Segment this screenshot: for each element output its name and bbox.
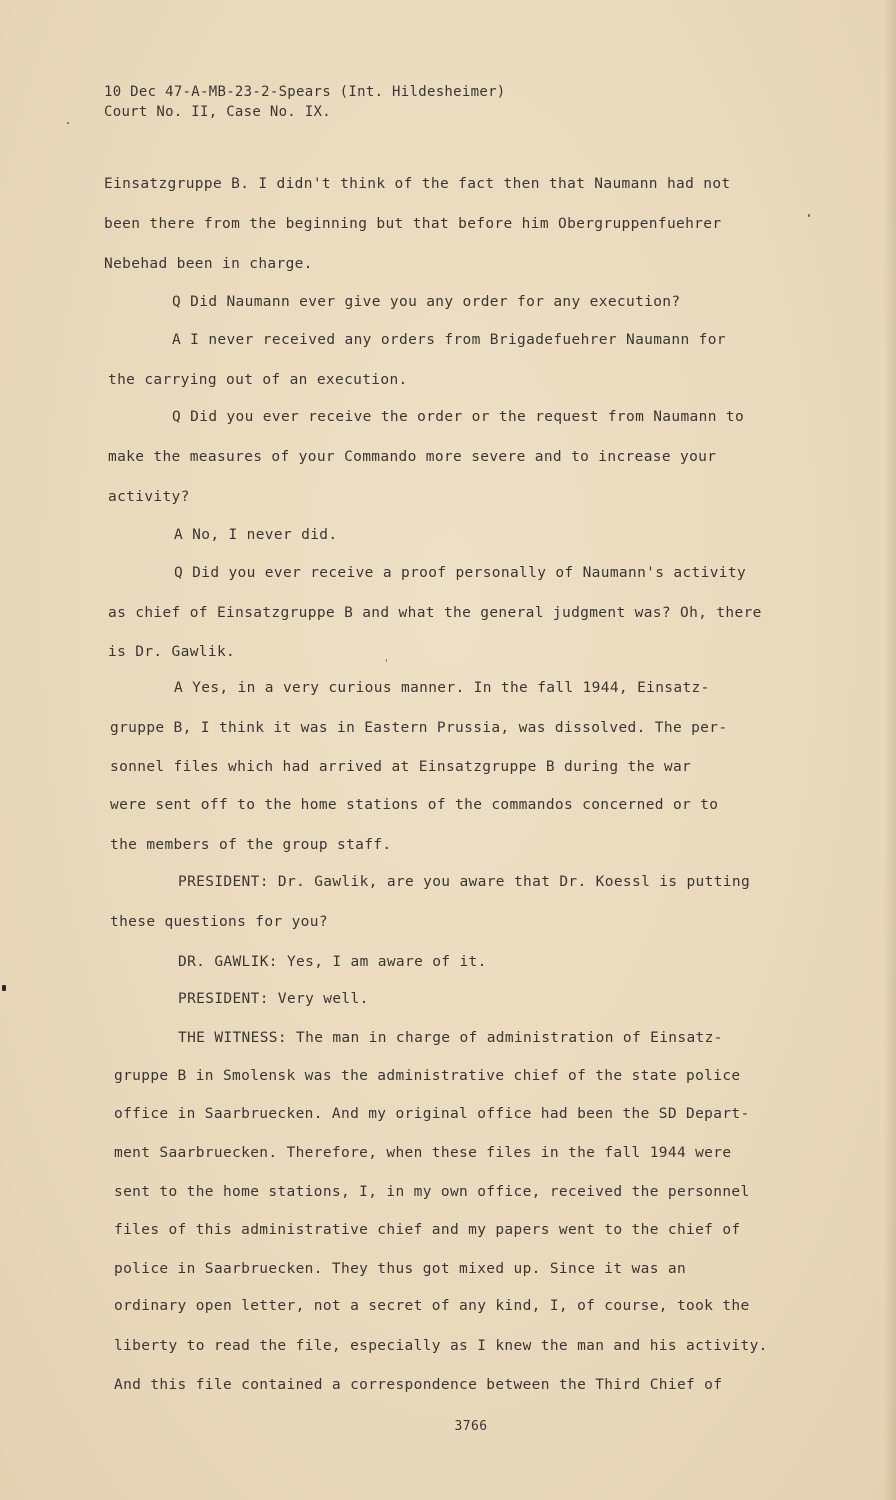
- body-line: A Yes, in a very curious manner. In the fall 1944, Einsatz-: [174, 680, 710, 696]
- body-line: is Dr. Gawlik.: [108, 644, 236, 660]
- body-line: gruppe B, I think it was in Eastern Prussia, was dissolved. The per-: [110, 720, 728, 736]
- body-line: A I never received any orders from Brigadefuehrer Naumann for: [172, 332, 726, 348]
- body-line: police in Saarbruecken. They thus got mixed up. Since it was an: [114, 1261, 687, 1277]
- body-line: PRESIDENT: Very well.: [178, 991, 369, 1007]
- body-line: Q Did you ever receive the order or the request from Naumann to: [172, 409, 745, 425]
- body-line: files of this administrative chief and my papers went to the chief of: [114, 1222, 741, 1238]
- page-edge-shadow: [884, 0, 896, 1500]
- body-line: ment Saarbruecken. Therefore, when these files in the fall 1944 were: [114, 1145, 732, 1161]
- body-line: office in Saarbruecken. And my original office had been the SD Depart-: [114, 1106, 750, 1122]
- body-line: Einsatzgruppe B. I didn't think of the fact then that Naumann had not: [104, 176, 731, 192]
- body-line: ordinary open letter, not a secret of any kind, I, of course, took the: [114, 1298, 750, 1314]
- page-number: 3766: [454, 1419, 488, 1434]
- body-line: as chief of Einsatzgruppe B and what the general judgment was? Oh, there: [108, 605, 762, 621]
- body-line: sent to the home stations, I, in my own office, received the personnel: [114, 1184, 750, 1200]
- body-line: Q Did you ever receive a proof personally of Naumann's activity: [174, 565, 747, 581]
- body-line: And this file contained a correspondence between the Third Chief of: [114, 1377, 723, 1393]
- body-line: liberty to read the file, especially as I knew the man and his activity.: [114, 1338, 768, 1354]
- body-line: DR. GAWLIK: Yes, I am aware of it.: [178, 954, 487, 970]
- body-line: been there from the beginning but that before him Obergruppenfuehrer: [104, 216, 722, 232]
- body-line: Q Did Naumann ever give you any order for any execution?: [172, 294, 681, 310]
- body-line: Nebehad been in charge.: [104, 256, 313, 272]
- body-line: gruppe B in Smolensk was the administrative chief of the state police: [114, 1068, 741, 1084]
- paper-speck: [67, 122, 69, 124]
- body-line: the members of the group staff.: [110, 837, 392, 853]
- paper-speck: [808, 214, 810, 217]
- header-line-1: 10 Dec 47-A-MB-23-2-Spears (Int. Hildesheimer): [104, 84, 506, 100]
- body-line: these questions for you?: [110, 914, 328, 930]
- body-line: were sent off to the home stations of the commandos concerned or to: [110, 797, 719, 813]
- body-line: the carrying out of an execution.: [108, 372, 408, 388]
- paper-speck: [386, 659, 387, 662]
- body-line: make the measures of your Commando more severe and to increase your: [108, 449, 717, 465]
- body-line: sonnel files which had arrived at Einsatzgruppe B during the war: [110, 759, 692, 775]
- header-line-2: Court No. II, Case No. IX.: [104, 104, 331, 120]
- body-line: THE WITNESS: The man in charge of administration of Einsatz-: [178, 1030, 723, 1046]
- body-line: PRESIDENT: Dr. Gawlik, are you aware that Dr. Koessl is putting: [178, 874, 751, 890]
- body-line: activity?: [108, 489, 190, 505]
- body-line: A No, I never did.: [174, 527, 338, 543]
- binding-mark: [2, 985, 6, 991]
